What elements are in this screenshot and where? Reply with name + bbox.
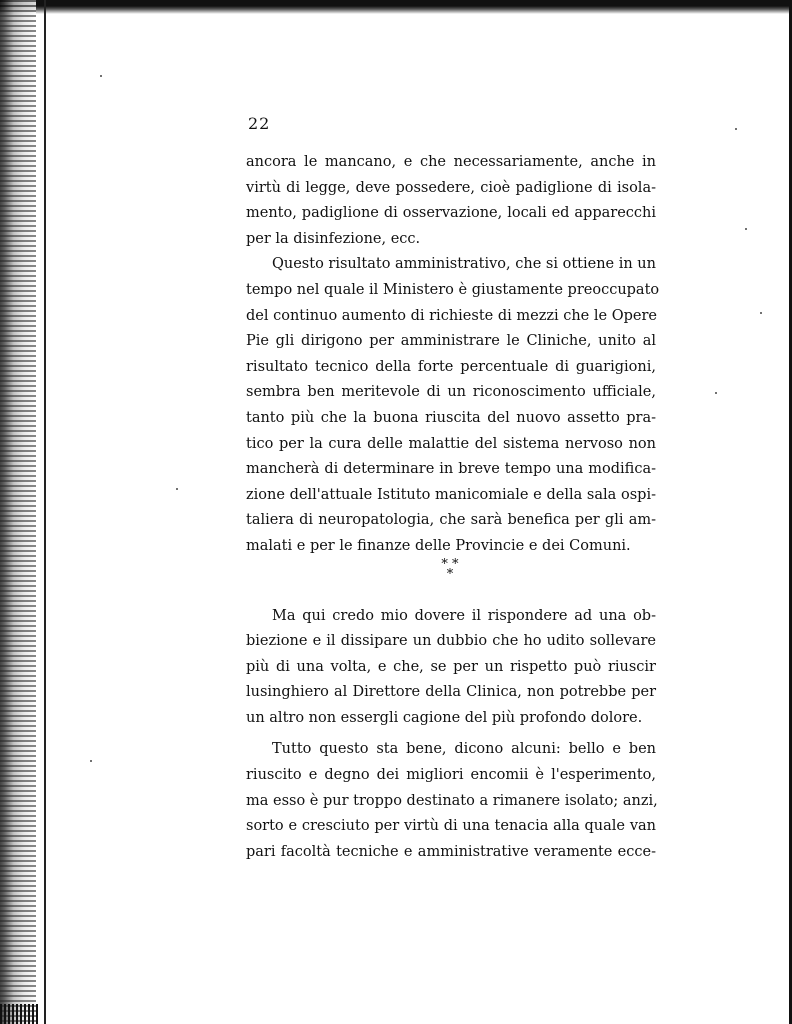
text-line: zione dell'attuale Istituto manicomiale e della sala ospi- <box>246 486 656 503</box>
text-line: del continuo aumento di richieste di mezzi che le Opere <box>246 307 657 324</box>
text-line: Pie gli dirigono per amministrare le Cliniche, unito al <box>246 333 656 350</box>
text-line: tico per la cura delle malattie del sistema nervoso non <box>246 435 656 452</box>
text-line: ancora le mancano, e che necessariamente, anche in <box>246 154 656 170</box>
paragraph <box>246 737 656 865</box>
text-line: un altro non essergli cagione del più profondo dolore. <box>246 709 643 726</box>
text-line: taliera di neuropatologia, che sarà benefica per gli am- <box>246 512 656 529</box>
text-line: virtù di legge, deve possedere, cioè padiglione di isola- <box>246 179 656 196</box>
paper-speck <box>745 228 747 230</box>
text-line: Ma qui credo mio dovere il rispondere ad una ob- <box>272 607 656 624</box>
text-line: pari facoltà tecniche e amministrative veramente ecce- <box>246 843 656 860</box>
binding-line <box>44 0 46 1024</box>
paper-speck <box>715 392 717 394</box>
text-line: tanto più che la buona riuscita del nuovo assetto pra- <box>246 409 656 426</box>
text-line: lusinghiero al Direttore della Clinica, non potrebbe per <box>246 684 656 701</box>
text-line: Questo risultato amministrativo, che si ottiene in un <box>272 256 656 273</box>
text-line: riuscito e degno dei migliori encomii è l'esperimento, <box>246 767 656 784</box>
text-line: ma esso è pur troppo destinato a rimanere isolato; anzi, <box>246 792 658 809</box>
text-line: per la disinfezione, ecc. <box>246 230 421 247</box>
paragraph <box>246 150 656 252</box>
text-line: mento, padiglione di osservazione, locali ed apparecchi <box>246 205 656 222</box>
text-line: malati e per le finanze delle Provincie e dei Comuni. <box>246 537 631 554</box>
paragraph <box>246 604 656 732</box>
paper-speck <box>735 128 737 130</box>
scan-top-border <box>0 0 792 14</box>
text-line: più di una volta, e che, se per un rispetto può riuscir <box>246 658 656 675</box>
text-line: sorto e cresciuto per virtù di una tenacia alla quale van <box>246 818 656 835</box>
text-line: risultato tecnico della forte percentuale di guarigioni, <box>246 358 656 375</box>
text-line: Tutto questo sta bene, dicono alcuni: bello e ben <box>272 741 656 758</box>
asterism: * * * <box>441 556 459 582</box>
paper-speck <box>100 75 102 77</box>
text-line: tempo nel quale il Ministero è giustamente preoccupato <box>246 281 660 298</box>
paper-speck <box>90 760 92 762</box>
paragraph <box>246 252 660 559</box>
text-line: sembra ben meritevole di un riconoscimento ufficiale, <box>246 384 656 401</box>
text-line: mancherà di determinare in breve tempo una modifica- <box>246 461 656 478</box>
page-number: 22 <box>248 114 271 133</box>
book-binding-edge <box>0 0 36 1024</box>
body-text <box>246 150 660 865</box>
paper-speck <box>760 312 762 314</box>
paper-speck <box>176 488 178 490</box>
scan-bottom-mark <box>0 1004 40 1024</box>
section-separator <box>246 556 656 604</box>
text-line: biezione e il dissipare un dubbio che ho udito sollevare <box>246 633 656 650</box>
